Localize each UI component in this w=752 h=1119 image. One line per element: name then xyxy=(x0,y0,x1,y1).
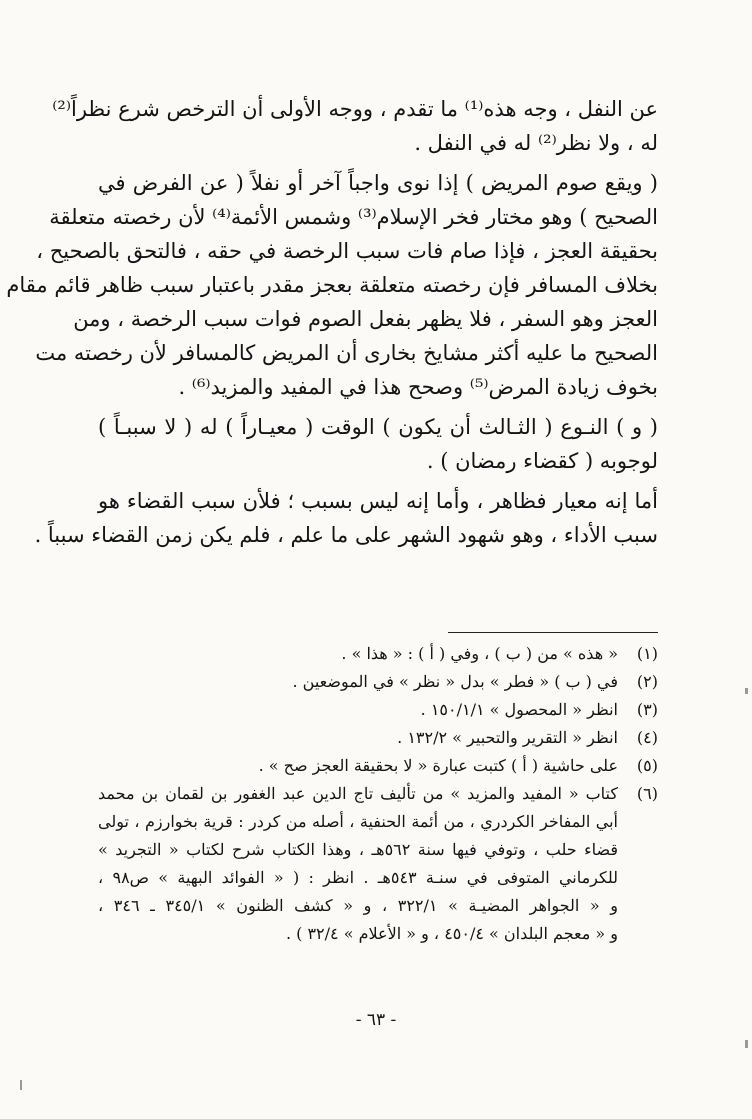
paragraph-2 xyxy=(6,166,658,404)
footnote-number: (٢) xyxy=(636,672,658,691)
footnote-separator xyxy=(448,632,658,633)
footnote-number: (٦) xyxy=(636,784,658,803)
footnote-6 xyxy=(98,780,658,948)
footnote-4 xyxy=(98,724,658,752)
text-line: ( ويقع صوم المريض ) إذا نوى واجباً آخر أو نفلاً ( عن الفرض في xyxy=(98,171,658,195)
scan-speck xyxy=(20,1080,22,1090)
paragraph-4 xyxy=(34,484,658,552)
footnote-number: (٤) xyxy=(636,728,658,747)
text-line: بحقيقة العجز ، فإذا صام فات سبب الرخصة في حقه ، فالتحق بالصحيح ، xyxy=(36,239,658,263)
paragraph-3 xyxy=(98,410,658,478)
footnote-text: انظر « المحصول » ١٥٠/١/١ . xyxy=(420,700,618,719)
footnote-text: كتاب « المفيد والمزيد » من تأليف تاج الدين عبد الغفور بن لقمان بن محمد xyxy=(98,784,618,803)
footnote-text: انظر « التقرير والتحبير » ١٣٢/٢ . xyxy=(397,728,618,747)
footnote-text: قضاء حلب ، وتوفي فيها سنة ٥٦٢هـ ، وهذا الكتاب شرح لكتاب « التجريد » xyxy=(98,840,618,859)
text-line: بخلاف المسافر فإن رخصته متعلقة بعجز مقدر باعتبار سبب ظاهر قائم مقام xyxy=(6,273,658,297)
footnote-3 xyxy=(98,696,658,724)
text-line: الصحيح ) وهو مختار فخر الإسلام⁽³⁾ وشمس الأئمة⁽⁴⁾ لأن رخصته متعلقة xyxy=(49,205,658,229)
text-line: عن النفل ، وجه هذه⁽¹⁾ ما تقدم ، ووجه الأولى أن الترخص شرع نظراً⁽²⁾ xyxy=(52,97,658,121)
footnote-text: للكرماني المتوفى في سنـة ٥٤٣هـ . انظر : ( « الفوائد البهية » ص٩٨ ، xyxy=(98,868,619,887)
footnote-number: (١) xyxy=(636,644,658,663)
footnote-number: (٣) xyxy=(636,700,658,719)
footnote-5 xyxy=(98,752,658,780)
footnote-text: أبي المفاخر الكردري ، من أئمة الحنفية ، أصله من كردر : قرية بخوارزم ، تولى xyxy=(98,812,618,831)
footnotes xyxy=(98,640,658,948)
text-line: الصحيح ما عليه أكثر مشايخ بخارى أن المريض كالمسافر لأن رخصته مت xyxy=(35,341,658,365)
paragraph-1 xyxy=(52,92,658,160)
text-line: أما إنه معيار فظاهر ، وأما إنه ليس بسبب ؛ فلأن سبب القضاء هو xyxy=(98,489,658,513)
text-line: لوجوبه ( كقضاء رمضان ) . xyxy=(426,449,658,473)
scan-speck xyxy=(745,1040,748,1048)
text-line: بخوف زيادة المرض⁽⁵⁾ وصحح هذا في المفيد والمزيد⁽⁶⁾ . xyxy=(178,375,658,399)
footnote-text: على حاشية ( أ ) كتبت عبارة « لا بحقيقة العجز صح » . xyxy=(258,756,618,775)
text-line: العجز وهو السفر ، فلا يظهر بفعل الصوم فوات سبب الرخصة ، ومن xyxy=(73,307,658,331)
footnote-2 xyxy=(98,668,658,696)
footnote-text: « هذه » من ( ب ) ، وفي ( أ ) : « هذا » . xyxy=(341,644,618,663)
footnote-text: و « معجم البلدان » ٤٥٠/٤ ، و « الأعلام » ٣٢/٤ ) . xyxy=(285,924,618,943)
scan-speck xyxy=(745,688,748,694)
text-line: له ، ولا نظر⁽²⁾ له في النفل . xyxy=(414,131,658,155)
text-line: ( و ) النـوع ( الثـالث أن يكون ) الوقت ( معيـاراً ) له ( لا سببـاً ) xyxy=(98,415,658,439)
footnote-text: في ( ب ) « فطر » بدل « نظر » في الموضعين . xyxy=(292,672,618,691)
footnote-text: و « الجواهر المضيـة » ٣٢٢/١ ، و « كشف الظنون » ٣٤٥/١ ـ ٣٤٦ ، xyxy=(98,896,619,915)
main-text xyxy=(6,92,658,552)
footnote-number: (٥) xyxy=(636,756,658,775)
text-line: سبب الأداء ، وهو شهود الشهر على ما علم ، فلم يكن زمن القضاء سبباً . xyxy=(34,523,658,547)
page-number: - ٦٣ - xyxy=(355,1010,397,1030)
footnote-1 xyxy=(98,640,658,668)
